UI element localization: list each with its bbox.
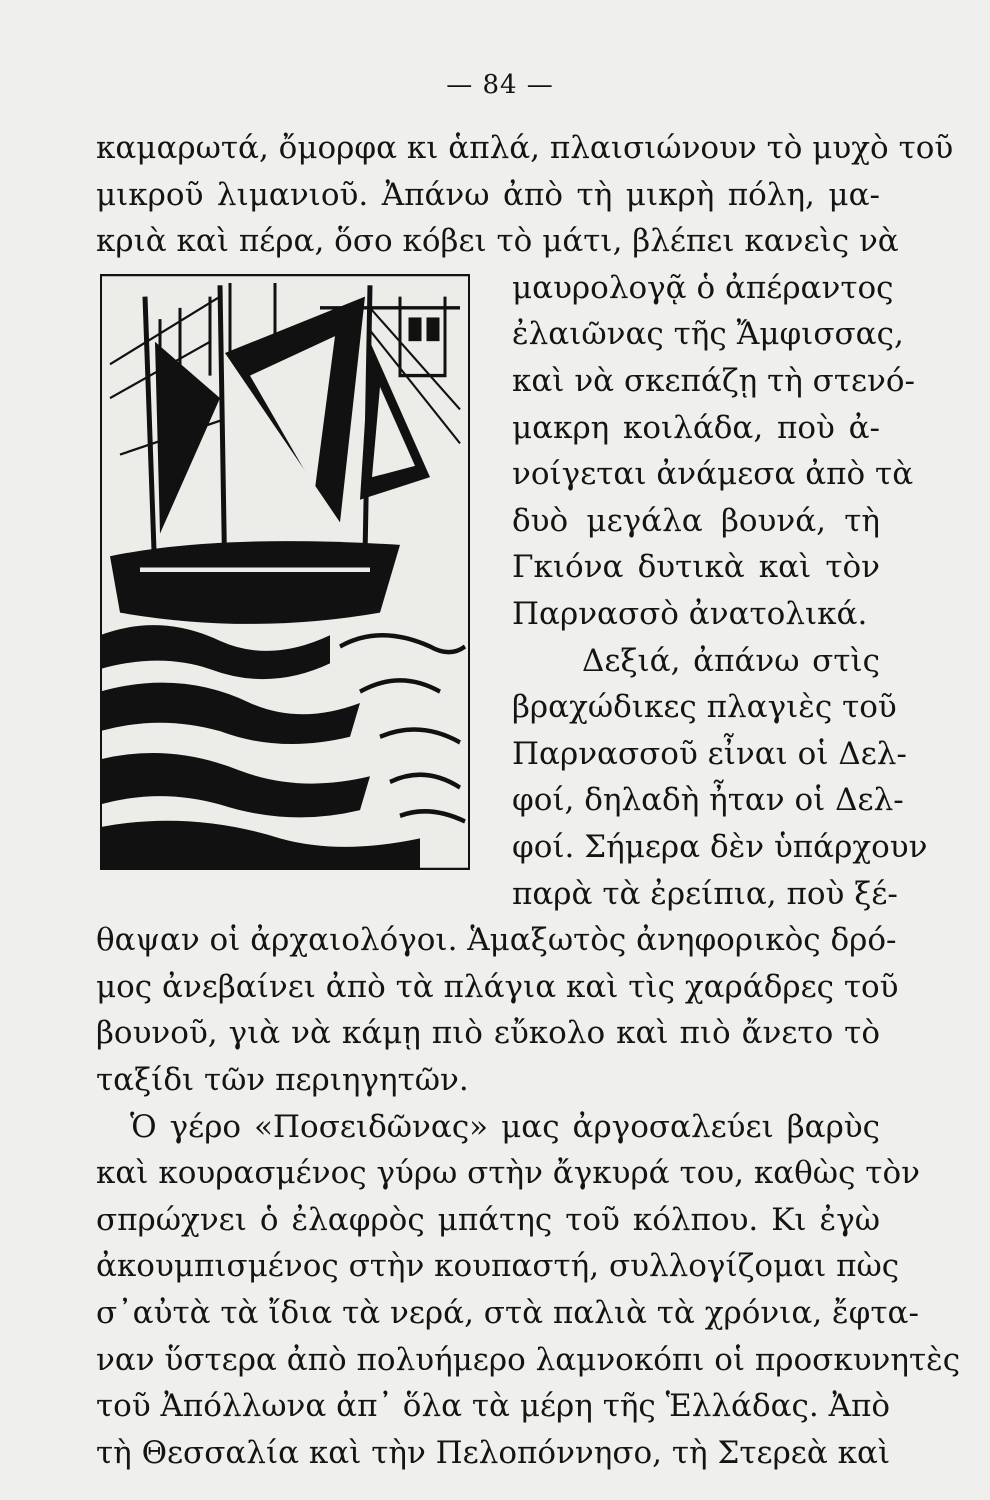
text-line: καὶ κουρασμένος γύρω στὴν ἄγκυρά του, καθὼς τὸν bbox=[96, 1155, 920, 1192]
text-line: ταξίδι τῶν περιηγητῶν. bbox=[96, 1062, 469, 1098]
text-line: φοί, δηλαδὴ ἦταν οἱ Δελ- bbox=[512, 782, 904, 819]
text-line: Γκιόνα δυτικὰ καὶ τὸν bbox=[512, 549, 880, 586]
page-number: — 84 — bbox=[446, 70, 554, 100]
text-line: φοί. Σήμερα δὲν ὑπάρχουν bbox=[512, 829, 928, 865]
text-line: ναν ὕστερα ἀπὸ πολυήμερο λαμνοκόπι οἱ προσκυνητὲς bbox=[96, 1341, 961, 1378]
text-line: καμαρωτά, ὄμορφα κι ἁπλά, πλαισιώνουν τὸ μυχὸ τοῦ bbox=[96, 130, 954, 166]
text-line: μαυρολογᾷ ὁ ἀπέραντος bbox=[512, 269, 894, 306]
text-line: μακρη κοιλάδα, ποὺ ἀ- bbox=[512, 409, 880, 446]
text-line: μικροῦ λιμανιοῦ. Ἀπάνω ἀπὸ τὴ μικρὴ πόλη, μα- bbox=[96, 176, 880, 213]
text-line: βραχώδικες πλαγιὲς τοῦ bbox=[512, 689, 897, 726]
text-line: θαψαν οἱ ἀρχαιολόγοι. Ἁμαξωτὸς ἀνηφορικὸς δρό- bbox=[96, 922, 897, 959]
text-line: καὶ νὰ σκεπάζῃ τὴ στενό- bbox=[512, 363, 916, 399]
text-line: Παρνασσὸ ἀνατολικά. bbox=[512, 596, 868, 632]
text-line: τὴ Θεσσαλία καὶ τὴν Πελοπόννησο, τὴ Στερεὰ καὶ bbox=[96, 1434, 891, 1471]
text-line: Δεξιά, ἀπάνω στὶς bbox=[582, 642, 880, 679]
text-line: δυὸ μεγάλα βουνά, τὴ bbox=[512, 502, 880, 539]
text-line: σ᾽αὐτὰ τὰ ἴδια τὰ νερά, στὰ παλιὰ τὰ χρόνια, ἔφτα- bbox=[96, 1295, 919, 1331]
text-line: ἀκουμπισμένος στὴν κουπαστή, συλλογίζομαι πὼς bbox=[96, 1248, 900, 1285]
text-line: τοῦ Ἀπόλλωνα ἀπ᾽ ὅλα τὰ μέρη τῆς Ἑλλάδας. Ἀπὸ bbox=[96, 1388, 891, 1425]
text-line: νοίγεται ἀνάμεσα ἀπὸ τὰ bbox=[512, 456, 914, 493]
text-line: σπρώχνει ὁ ἐλαφρὸς μπάτης τοῦ κόλπου. Κι ἐγὼ bbox=[96, 1201, 880, 1238]
woodcut-illustration bbox=[100, 274, 470, 870]
text-line: Παρνασσοῦ εἶναι οἱ Δελ- bbox=[512, 735, 907, 772]
text-line: βουνοῦ, γιὰ νὰ κάμῃ πιὸ εὔκολο καὶ πιὸ ἄνετο τὸ bbox=[96, 1015, 880, 1052]
text-line: ἐλαιῶνας τῆς Ἄμφισσας, bbox=[512, 316, 904, 353]
text-line: κριὰ καὶ πέρα, ὅσο κόβει τὸ μάτι, βλέπει κανεὶς νὰ bbox=[96, 223, 899, 260]
text-line: μος ἀνεβαίνει ἀπὸ τὰ πλάγια καὶ τὶς χαράδρες τοῦ bbox=[96, 968, 899, 1005]
text-line: παρὰ τὰ ἐρείπια, ποὺ ξέ- bbox=[512, 875, 898, 912]
text-line: Ὁ γέρο «Ποσειδῶνας» μας ἀργοσαλεύει βαρὺς bbox=[130, 1108, 880, 1145]
